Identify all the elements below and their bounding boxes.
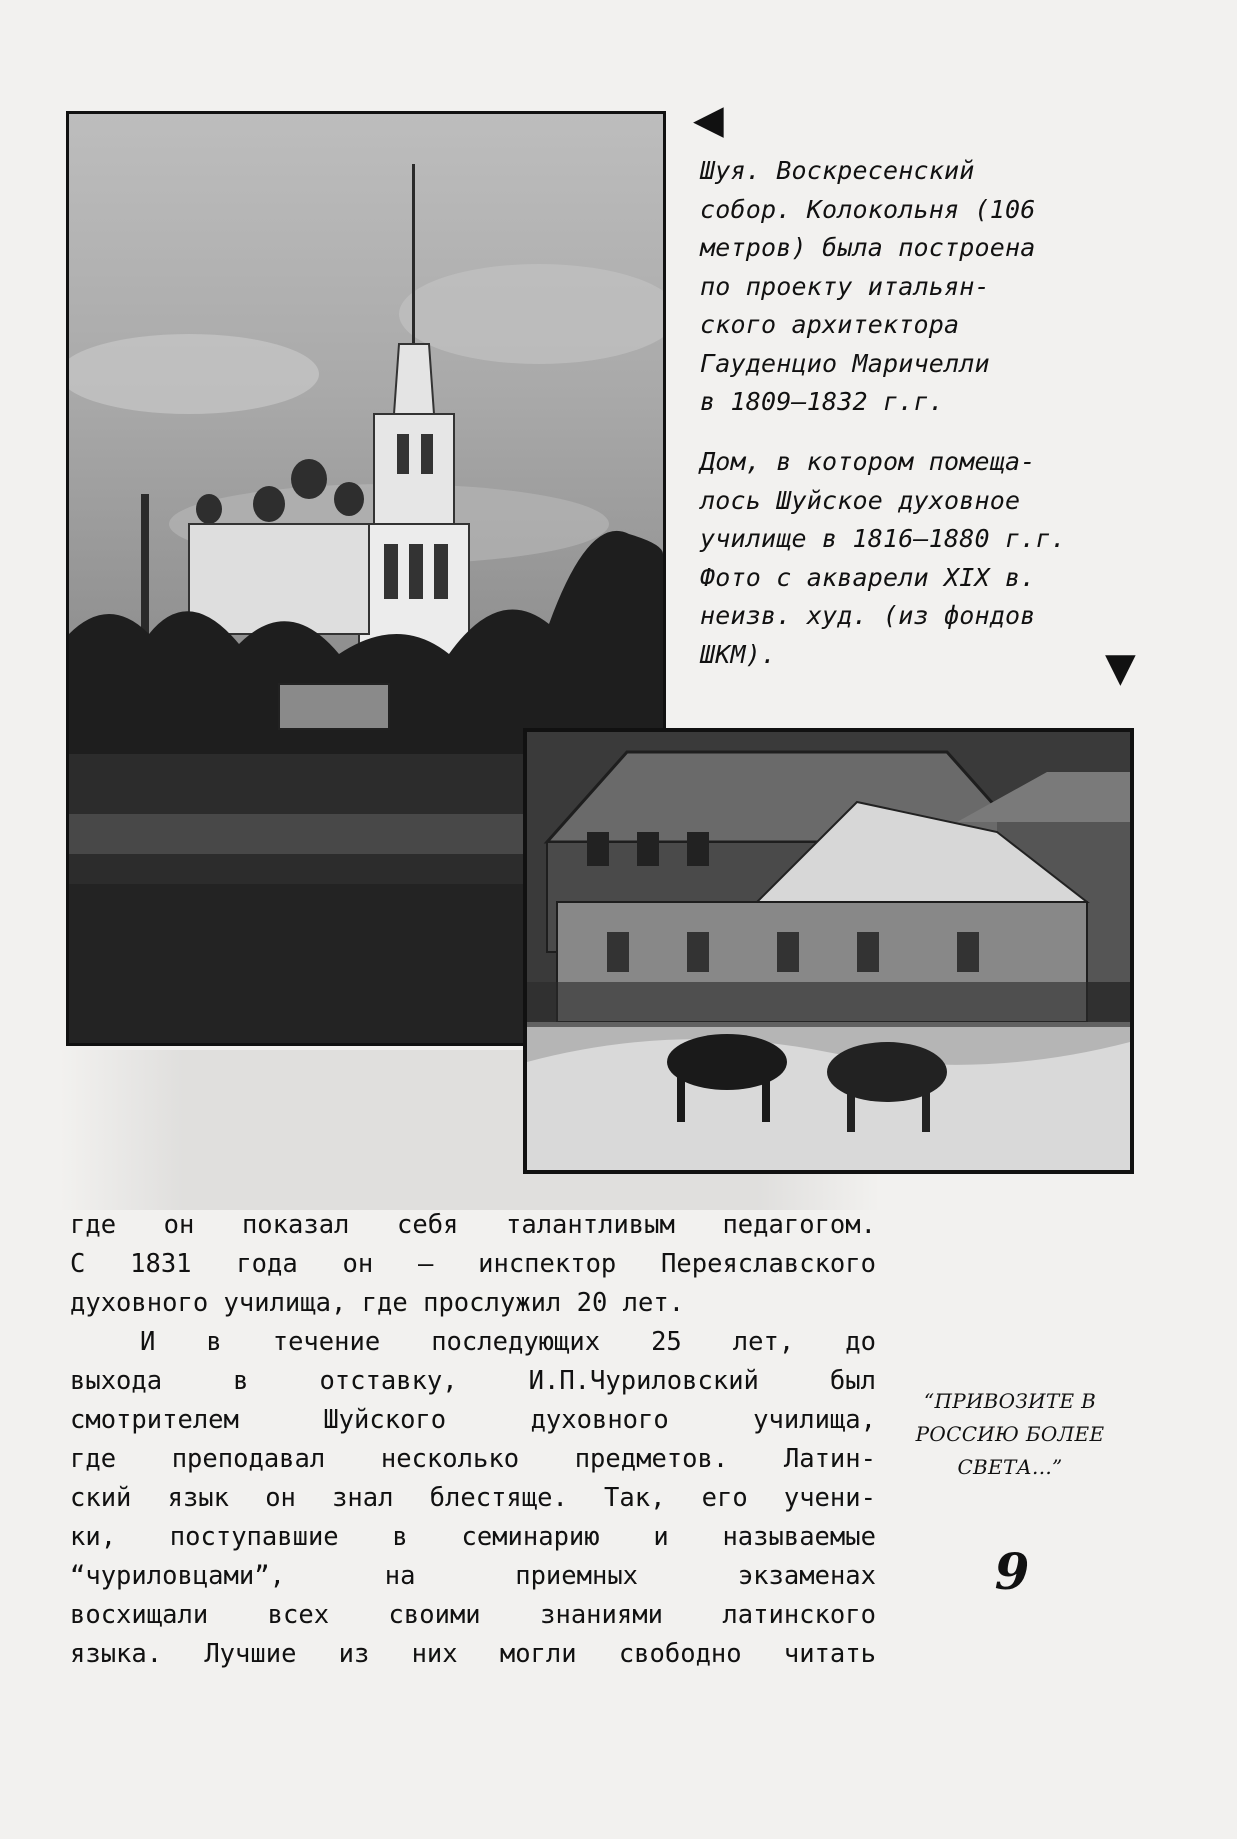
caption-line: Шуя. Воскресенский (700, 156, 975, 185)
margin-quote (895, 1385, 1125, 1484)
caption-line: лось Шуйское духовное (700, 485, 1021, 515)
body-line: смотрителем Шуйского духовного училища, (70, 1405, 876, 1435)
body-line: И в течение последующих 25 лет, до (140, 1327, 876, 1357)
body-line: С 1831 года он – инспектор Переяславского (70, 1249, 876, 1279)
caption-line: Дом, в котором помеща- (700, 447, 1036, 476)
arrow-left-icon: ◀ (693, 97, 724, 143)
caption-line: по проекту итальян- (700, 271, 990, 301)
body-line: языка. Лучшие из них могли свободно читать (70, 1639, 876, 1669)
margin-quote-line: РОССИЮ БОЛЕЕ (915, 1422, 1105, 1446)
body-text (70, 1206, 876, 1674)
caption-line: ШКМ). (700, 639, 777, 669)
arrow-down-icon: ▼ (1105, 645, 1136, 691)
margin-quote-line: “ПРИВОЗИТЕ В (923, 1389, 1097, 1413)
school-house-caption (700, 443, 1066, 674)
body-line: духовного училища, где прослужил 20 лет. (70, 1288, 685, 1318)
caption-line: училище в 1816–1880 г.г. (700, 524, 1067, 553)
caption-line: собор. Колокольня (106 (700, 194, 1036, 224)
page-number: 9 (994, 1542, 1030, 1601)
margin-quote-line: СВЕТА...” (957, 1455, 1063, 1479)
school-house-illustration (527, 732, 1130, 1170)
school-house-photo (523, 728, 1134, 1174)
caption-line: Гауденцио Маричелли (700, 348, 990, 378)
body-line: ский язык он знал блестяще. Так, его учени- (70, 1483, 876, 1513)
cathedral-caption (700, 152, 1036, 422)
caption-line: ского архитектора (700, 310, 960, 339)
caption-line: в 1809–1832 г.г. (700, 387, 945, 416)
body-line: “чуриловцами”, на приемных экзаменах (70, 1561, 876, 1591)
body-line: где он показал себя талантливым педагогом. (70, 1210, 876, 1240)
body-line: ки, поступавшие в семинарию и называемые (70, 1522, 876, 1552)
caption-line: Фото с акварели XIX в. (700, 562, 1036, 592)
caption-line: метров) была построена (700, 233, 1036, 262)
body-line: выхода в отставку, И.П.Чуриловский был (70, 1366, 876, 1396)
body-line: где преподавал несколько предметов. Латин- (70, 1444, 876, 1474)
caption-line: неизв. худ. (из фондов (700, 601, 1036, 630)
body-line: восхищали всех своими знаниями латинского (70, 1600, 876, 1630)
